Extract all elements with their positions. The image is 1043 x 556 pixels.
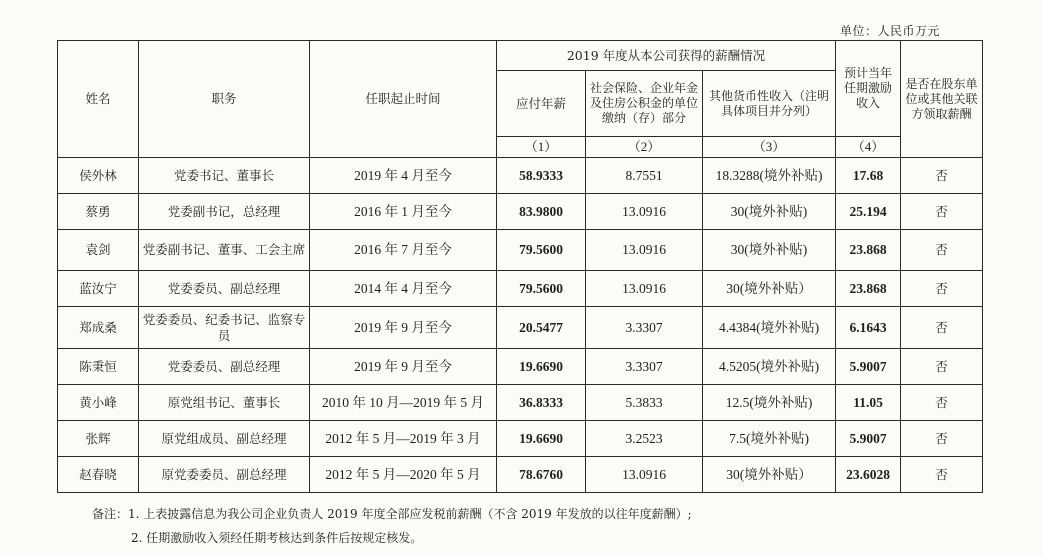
row-other: 4.4384(境外补贴) — [703, 307, 836, 349]
table-row — [58, 194, 983, 230]
row-related: 否 — [901, 271, 983, 307]
row-incentive: 5.9007 — [836, 421, 901, 457]
row-term: 2010 年 10 月—2019 年 5 月 — [310, 385, 497, 421]
compensation-table — [57, 40, 983, 493]
row-related: 否 — [901, 421, 983, 457]
row-other: 30(境外补贴) — [703, 230, 836, 271]
table-row — [58, 385, 983, 421]
header-idx-3: （3） — [703, 137, 836, 158]
note-text-1: 1. 上表披露信息为我公司企业负责人 2019 年度全部应发税前薪酬（不含 2019 年发放的以往年度薪酬）; — [128, 507, 692, 521]
row-term: 2019 年 4 月至今 — [310, 158, 497, 194]
row-position: 原党组成员、副总经理 — [139, 421, 310, 457]
row-position: 党委委员、副总经理 — [139, 271, 310, 307]
row-salary: 19.6690 — [497, 421, 586, 457]
row-term: 2016 年 1 月至今 — [310, 194, 497, 230]
row-other: 18.3288(境外补贴) — [703, 158, 836, 194]
header-other: 其他货币性收入（注明具体项目并分列） — [703, 71, 836, 137]
row-social: 3.3307 — [586, 349, 703, 385]
note-line-1 — [92, 502, 692, 526]
row-social: 5.3833 — [586, 385, 703, 421]
row-social: 3.3307 — [586, 307, 703, 349]
notes — [92, 502, 692, 550]
notes-label: 备注： — [92, 507, 129, 521]
row-salary: 20.5477 — [497, 307, 586, 349]
row-salary: 19.6690 — [497, 349, 586, 385]
row-incentive: 6.1643 — [836, 307, 901, 349]
header-salary: 应付年薪 — [497, 71, 586, 137]
row-related: 否 — [901, 194, 983, 230]
header-group: 2019 年度从本公司获得的薪酬情况 — [497, 41, 836, 71]
row-term: 2016 年 7 月至今 — [310, 230, 497, 271]
header-social: 社会保险、企业年金及住房公积金的单位缴纳（存）部分 — [586, 71, 703, 137]
table-row — [58, 457, 983, 493]
row-incentive: 23.6028 — [836, 457, 901, 493]
row-name: 袁剑 — [58, 230, 139, 271]
row-name: 蓝汝宁 — [58, 271, 139, 307]
row-other: 30(境外补贴) — [703, 194, 836, 230]
row-related: 否 — [901, 230, 983, 271]
header-position: 职务 — [139, 41, 310, 158]
row-position: 党委副书记，总经理 — [139, 194, 310, 230]
row-related: 否 — [901, 385, 983, 421]
row-name: 郑成桑 — [58, 307, 139, 349]
row-incentive: 17.68 — [836, 158, 901, 194]
row-social: 13.0916 — [586, 194, 703, 230]
row-term: 2014 年 4 月至今 — [310, 271, 497, 307]
row-name: 黄小峰 — [58, 385, 139, 421]
unit-label: 单位：人民币万元 — [840, 24, 941, 38]
row-incentive: 23.868 — [836, 271, 901, 307]
row-incentive: 23.868 — [836, 230, 901, 271]
row-position: 党委委员、纪委书记、监察专员 — [139, 307, 310, 349]
row-name: 张辉 — [58, 421, 139, 457]
row-social: 13.0916 — [586, 230, 703, 271]
header-term: 任职起止时间 — [310, 41, 497, 158]
row-other: 4.5205(境外补贴) — [703, 349, 836, 385]
row-other: 30(境外补贴） — [703, 271, 836, 307]
row-position: 党委委员、副总经理 — [139, 349, 310, 385]
row-incentive: 25.194 — [836, 194, 901, 230]
row-term: 2019 年 9 月至今 — [310, 307, 497, 349]
row-incentive: 11.05 — [836, 385, 901, 421]
row-salary: 83.9800 — [497, 194, 586, 230]
table-row — [58, 349, 983, 385]
row-salary: 79.5600 — [497, 230, 586, 271]
row-name: 蔡勇 — [58, 194, 139, 230]
row-name: 陈秉恒 — [58, 349, 139, 385]
row-term: 2012 年 5 月—2020 年 5 月 — [310, 457, 497, 493]
row-incentive: 5.9007 — [836, 349, 901, 385]
row-position: 原党组书记、董事长 — [139, 385, 310, 421]
header-name: 姓名 — [58, 41, 139, 158]
row-term: 2019 年 9 月至今 — [310, 349, 497, 385]
row-related: 否 — [901, 349, 983, 385]
row-position: 原党委委员、副总经理 — [139, 457, 310, 493]
row-other: 12.5(境外补贴) — [703, 385, 836, 421]
row-related: 否 — [901, 307, 983, 349]
row-related: 否 — [901, 457, 983, 493]
row-salary: 36.8333 — [497, 385, 586, 421]
row-name: 侯外林 — [58, 158, 139, 194]
row-salary: 58.9333 — [497, 158, 586, 194]
table-row — [58, 230, 983, 271]
row-social: 13.0916 — [586, 457, 703, 493]
table-row — [58, 271, 983, 307]
header-idx-1: （1） — [497, 137, 586, 158]
row-other: 7.5(境外补贴) — [703, 421, 836, 457]
table-row — [58, 307, 983, 349]
row-position: 党委副书记、董事、工会主席 — [139, 230, 310, 271]
row-position: 党委书记、董事长 — [139, 158, 310, 194]
row-term: 2012 年 5 月—2019 年 3 月 — [310, 421, 497, 457]
row-salary: 79.5600 — [497, 271, 586, 307]
header-related: 是否在股东单位或其他关联方领取薪酬 — [901, 41, 983, 158]
row-salary: 78.6760 — [497, 457, 586, 493]
table-row — [58, 158, 983, 194]
header-idx-4: （4） — [836, 137, 901, 158]
row-social: 13.0916 — [586, 271, 703, 307]
header-incentive: 预计当年任期激励收入 — [836, 41, 901, 137]
row-other: 30(境外补贴） — [703, 457, 836, 493]
row-social: 3.2523 — [586, 421, 703, 457]
table-row — [58, 421, 983, 457]
note-line-2: 2. 任期激励收入须经任期考核达到条件后按规定核发。 — [131, 531, 423, 545]
row-related: 否 — [901, 158, 983, 194]
row-name: 赵春晓 — [58, 457, 139, 493]
row-social: 8.7551 — [586, 158, 703, 194]
header-idx-2: （2） — [586, 137, 703, 158]
